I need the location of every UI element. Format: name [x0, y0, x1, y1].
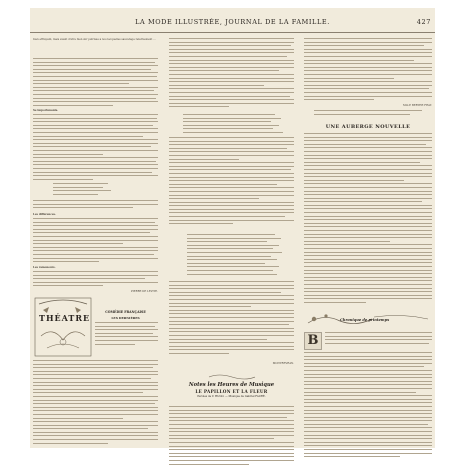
se-importunants-heading: Se importunants.	[33, 109, 59, 112]
left-signature: PIERRE DE LEVITE.	[130, 290, 158, 293]
theatre-vignette	[33, 296, 93, 358]
music-title: Notes les Heures de Musique	[188, 382, 275, 388]
music-subtitle: LE PAPILLON ET LA FLEUR	[195, 389, 268, 394]
theatre-play: LES DERNIÈRES	[111, 316, 140, 320]
theatre-venue: COMÉDIE FRANÇAISE	[105, 310, 146, 314]
journal-page	[30, 8, 435, 448]
page-header	[30, 8, 435, 36]
theatre-label: THÉATRE	[39, 313, 91, 323]
les-differences-heading: Les différences.	[33, 213, 56, 216]
mid-text-block-4	[169, 406, 294, 467]
right-dropcap-lines	[325, 332, 432, 346]
left-text-block-5	[33, 271, 158, 289]
running-title: LA MODE ILLUSTRÉE, JOURNAL DE LA FAMILLE.	[135, 18, 330, 26]
left-text-block-4	[33, 218, 158, 265]
left-text-block-3	[33, 200, 158, 211]
mid-text-block-2	[169, 137, 294, 227]
music-ornament	[207, 374, 257, 380]
left-text-block-2	[33, 114, 158, 182]
mid-signature: MONTREVRAN.	[272, 362, 294, 365]
mid-verse-1	[183, 114, 283, 136]
left-text-block-1	[33, 58, 158, 108]
page-number: 427	[416, 18, 431, 26]
chronique-header	[304, 311, 432, 329]
music-section	[169, 374, 294, 398]
right-caption-lines	[314, 110, 424, 117]
right-text-block-3	[304, 352, 432, 460]
header-rule	[30, 32, 435, 33]
theatre-review-lines	[95, 322, 158, 347]
story-title: UNE AUBERGE NOUVELLE	[325, 124, 411, 130]
dropcap-letter: B	[307, 333, 319, 348]
mid-text-block-1	[169, 38, 294, 110]
dropcap-box	[304, 332, 322, 350]
right-signature: MLLE BERTHE FRAY.	[403, 104, 432, 107]
left-text-block-6	[33, 360, 158, 446]
theatre-illustration	[33, 296, 158, 358]
left-small-list	[53, 183, 113, 197]
mid-verse-2	[187, 234, 282, 277]
right-text-block-2	[304, 133, 432, 306]
left-lead-paragraph: bien effrayant, mais avant d'être bien sûr pétrissé à nos lacquelles sauvetage relativement ...	[33, 38, 156, 41]
mid-text-block-3	[169, 281, 294, 356]
right-text-block-1	[304, 38, 432, 103]
les-ramoneurs-heading: Les ramoneurs.	[33, 266, 56, 269]
music-credit: Paroles de V. HUGO. — Musique de Gabriel FAURÉ.	[197, 395, 266, 398]
chronique-title: Chronique de printemps	[340, 318, 390, 322]
